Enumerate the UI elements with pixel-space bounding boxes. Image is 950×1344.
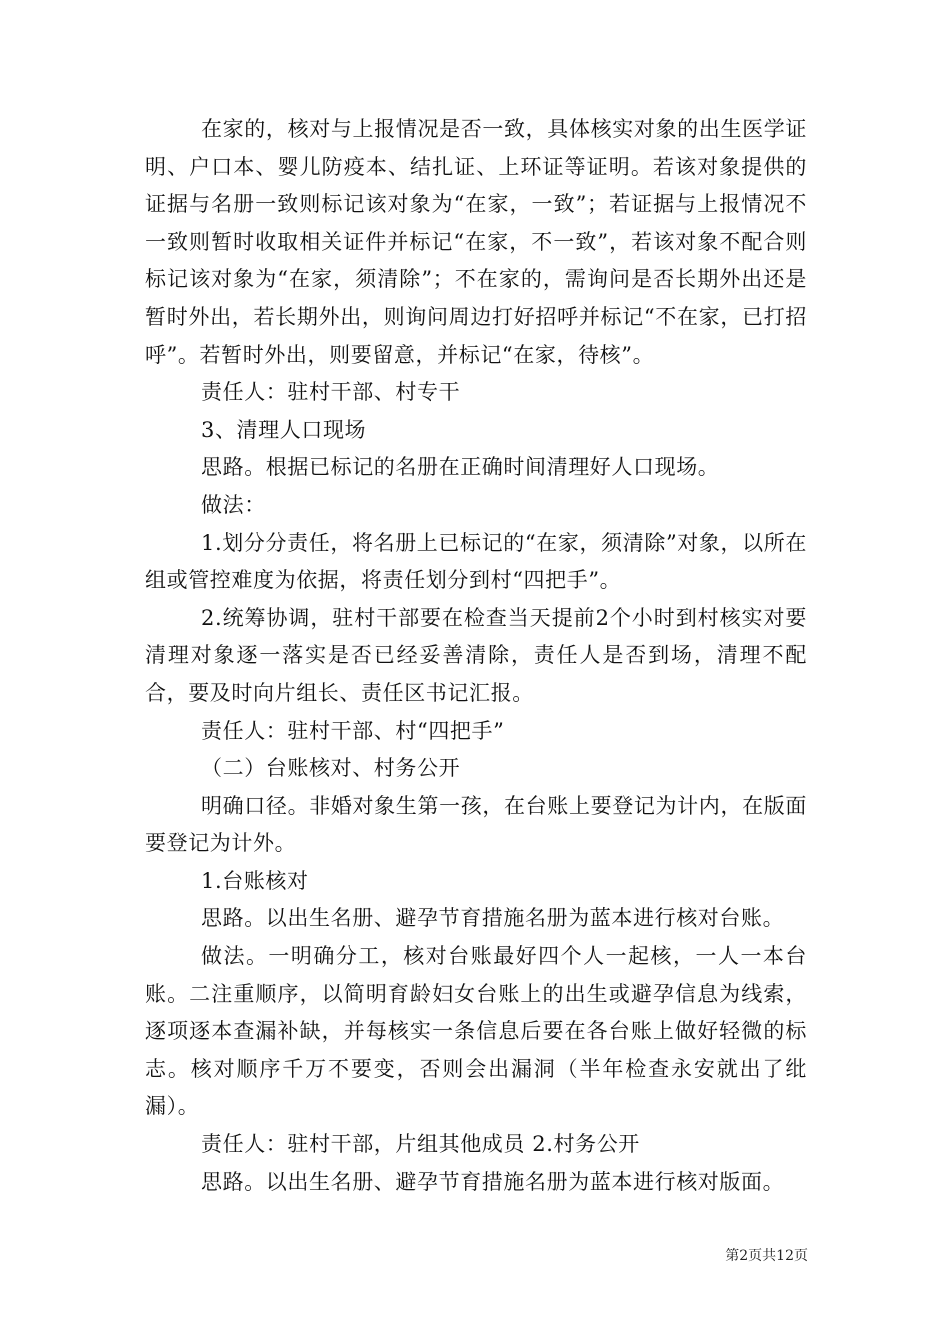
paragraph-method-1: 1.划分分责任，将名册上已标记的“在家，须清除”对象，以所在组或管控难度为依据，将责任划分到村“四把手”。 (145, 530, 807, 593)
page-number: 第2页共12页 (725, 1248, 808, 1264)
paragraph-approach-1: 思路。根据已标记的名册在正确时间清理好人口现场。 (201, 455, 720, 480)
paragraph-responsible-3: 责任人：驻村干部，片组其他成员 2.村务公开 (201, 1132, 640, 1157)
heading-ledger-check: 1.台账核对 (201, 868, 309, 893)
paragraph-responsible-1: 责任人：驻村干部、村专干 (201, 380, 461, 405)
paragraph-verification-details: 在家的，核对与上报情况是否一致，具体核实对象的出生医学证明、户口本、婴儿防疫本、结扎证、上环证等证明。若该对象提供的证据与名册一致则标记该对象为“在家，一致”；若证据与上报情况不一致则暂时收取相关证件并标记“在家，不一致”，若该对象不配合则标记该对象为“在家，须清除”；不在家的，需询问是否长期外出还是暂时外出，若长期外出，则询问周边打好招呼并标记“不在家，已打招呼”。若暂时外出，则要留意，并标记“在家，待核”。 (145, 117, 807, 367)
paragraph-method-label: 做法： (201, 492, 266, 517)
paragraph-approach-2: 思路。以出生名册、避孕节育措施名册为蓝本进行核对台账。 (201, 906, 785, 931)
paragraph-clarify-scope: 明确口径。非婚对象生第一孩，在台账上要登记为计内，在版面要登记为计外。 (145, 793, 807, 856)
paragraph-responsible-2: 责任人：驻村干部、村“四把手” (201, 718, 505, 743)
document-body (145, 111, 807, 1201)
paragraph-approach-3: 思路。以出生名册、避孕节育措施名册为蓝本进行核对版面。 (201, 1169, 785, 1194)
paragraph-method-2: 2.统筹协调，驻村干部要在检查当天提前2个小时到村核实对要清理对象逐一落实是否已经妥善清除，责任人是否到场，清理不配合，要及时向片组长、责任区书记汇报。 (145, 605, 807, 705)
heading-ledger-village-affairs: （二）台账核对、村务公开 (201, 756, 461, 781)
heading-clear-population: 3、清理人口现场 (201, 417, 367, 442)
paragraph-method-ledger: 做法。一明确分工，核对台账最好四个人一起核，一人一本台账。二注重顺序，以简明育龄妇女台账上的出生或避孕信息为线索，逐项逐本查漏补缺，并每核实一条信息后要在各台账上做好轻微的标志。核对顺序千万不要变，否则会出漏洞（半年检查永安就出了纰漏）。 (145, 944, 807, 1119)
